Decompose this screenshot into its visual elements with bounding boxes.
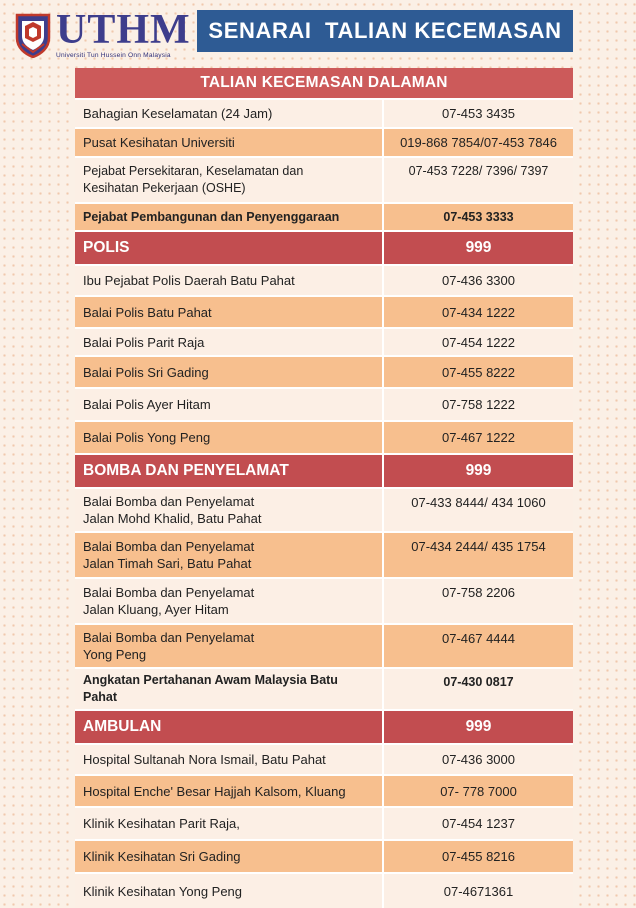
contact-name: Angkatan Pertahanan Awam Malaysia Batu Pahat xyxy=(83,673,338,704)
table-row xyxy=(75,808,573,841)
section-title: BOMBA DAN PENYELAMAT xyxy=(83,462,289,479)
contact-name: Bahagian Keselamatan (24 Jam) xyxy=(83,106,273,121)
contact-phone: 07-758 1222 xyxy=(382,389,573,420)
contact-name: Balai Bomba dan Penyelamat Jalan Mohd Khalid, Batu Pahat xyxy=(83,494,262,526)
contact-name: Pusat Kesihatan Universiti xyxy=(83,135,235,150)
table-row xyxy=(75,389,573,422)
table-row xyxy=(75,158,573,204)
contact-phone: 07-4671361 xyxy=(382,874,573,908)
contact-name: Klinik Kesihatan Yong Peng xyxy=(83,883,243,899)
section-header-dalaman xyxy=(75,68,573,100)
table-row xyxy=(75,422,573,455)
section-title: POLIS xyxy=(83,239,130,256)
contact-phone: 07-430 0817 xyxy=(382,669,573,709)
contact-phone: 07-436 3000 xyxy=(382,745,573,774)
section-header-ambulan xyxy=(75,711,573,745)
table-row xyxy=(75,579,573,625)
table-row xyxy=(75,745,573,776)
section-header-bomba xyxy=(75,455,573,489)
table-row xyxy=(75,357,573,389)
contact-name: Pejabat Pembangunan dan Penyenggaraan xyxy=(83,209,340,224)
contact-name: Balai Polis Batu Pahat xyxy=(83,304,212,320)
table-row xyxy=(75,204,573,232)
section-number: 999 xyxy=(382,232,573,264)
contact-name: Balai Bomba dan Penyelamat Yong Peng xyxy=(83,630,255,662)
table-row xyxy=(75,489,573,533)
contact-phone: 07-436 3300 xyxy=(382,266,573,295)
uthm-logo xyxy=(14,7,192,62)
contact-name: Klinik Kesihatan Sri Gading xyxy=(83,849,241,864)
section-number: 999 xyxy=(382,711,573,743)
contact-phone: 07-758 2206 xyxy=(382,579,573,623)
contact-phone: 07-455 8222 xyxy=(382,357,573,387)
table-row xyxy=(75,841,573,874)
contact-phone: 07-453 7228/ 7396/ 7397 xyxy=(382,158,573,202)
table-row xyxy=(75,776,573,808)
contact-name: Hospital Sultanah Nora Ismail, Batu Pahat xyxy=(83,752,326,767)
contact-phone: 019-868 7854/07-453 7846 xyxy=(382,129,573,156)
contact-name: Klinik Kesihatan Parit Raja, xyxy=(83,816,240,831)
logo-subtitle: Universiti Tun Hussein Onn Malaysia xyxy=(56,52,171,59)
logo-text: UTHM xyxy=(56,7,191,53)
table-row xyxy=(75,100,573,129)
contact-phone: 07-433 8444/ 434 1060 xyxy=(382,489,573,531)
section-header-polis xyxy=(75,232,573,266)
section-title: AMBULAN xyxy=(83,718,162,735)
table-row xyxy=(75,297,573,329)
emergency-contacts-table xyxy=(75,68,573,908)
contact-name: Pejabat Persekitaran, Keselamatan dan Kesihatan Pekerjaan (OSHE) xyxy=(83,164,304,195)
uthm-crest-icon xyxy=(14,12,52,58)
contact-phone: 07-467 4444 xyxy=(382,625,573,667)
contact-phone: 07-453 3333 xyxy=(382,204,573,230)
section-title: TALIAN KECEMASAN DALAMAN xyxy=(200,74,448,91)
contact-phone: 07-454 1222 xyxy=(382,329,573,355)
table-row xyxy=(75,266,573,297)
contact-phone: 07-455 8216 xyxy=(382,841,573,872)
contact-name: Balai Bomba dan Penyelamat Jalan Kluang, Ayer Hitam xyxy=(83,585,255,617)
contact-name: Balai Polis Parit Raja xyxy=(83,334,205,350)
contact-phone: 07-434 1222 xyxy=(382,297,573,327)
table-row xyxy=(75,129,573,158)
contact-name: Ibu Pejabat Polis Daerah Batu Pahat xyxy=(83,273,295,288)
contact-phone: 07- 778 7000 xyxy=(382,776,573,806)
contact-name: Balai Polis Sri Gading xyxy=(83,364,209,380)
table-row xyxy=(75,669,573,711)
contact-phone: 07-454 1237 xyxy=(382,808,573,839)
contact-name: Balai Polis Ayer Hitam xyxy=(83,397,211,412)
contact-phone: 07-453 3435 xyxy=(382,100,573,127)
table-row xyxy=(75,533,573,579)
contact-name: Balai Polis Yong Peng xyxy=(83,430,211,445)
contact-phone: 07-467 1222 xyxy=(382,422,573,453)
table-row xyxy=(75,625,573,669)
section-number: 999 xyxy=(382,455,573,487)
table-row xyxy=(75,329,573,357)
contact-name: Hospital Enche' Besar Hajjah Kalsom, Kluang xyxy=(83,783,346,799)
contact-name: Balai Bomba dan Penyelamat Jalan Timah Sari, Batu Pahat xyxy=(83,539,255,571)
page-title: SENARAI TALIAN KECEMASAN xyxy=(197,10,573,52)
table-row xyxy=(75,874,573,908)
contact-phone: 07-434 2444/ 435 1754 xyxy=(382,533,573,577)
